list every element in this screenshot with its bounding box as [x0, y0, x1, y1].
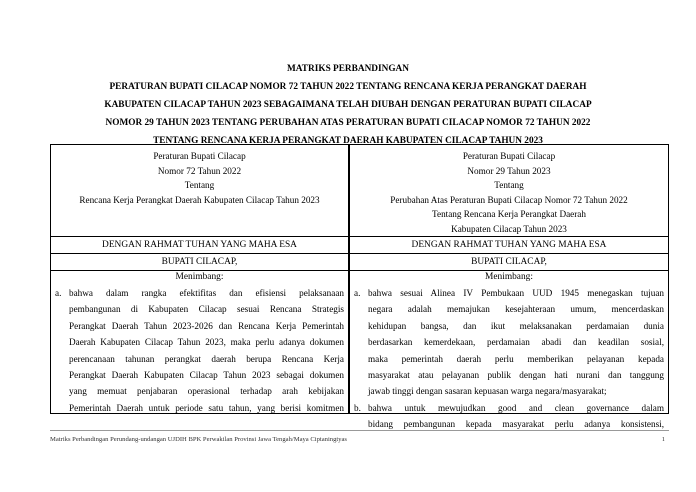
text-line: maka pemerintah daerah perlu memberikan pelayanan kepada: [368, 353, 664, 364]
page-footer: [50, 436, 669, 443]
text-line: bahwa dalam rangka efektifitas dan efisiensi pelaksanaan: [69, 288, 344, 298]
text-line: bahwa untuk mewujudkan good and clean governance dalam: [368, 402, 664, 413]
text-line: masyarakat atau pelayanan publik dengan hati nurani dan tanggung: [368, 370, 664, 381]
bupati-row: BUPATI CILACAP,: [51, 254, 348, 271]
paragraph-text: [69, 285, 344, 416]
text-line: bidang pembangunan kepada masyarakat perlu adanya konsistensi,: [368, 419, 664, 430]
regulation-name: Peraturan Bupati Cilacap: [153, 151, 246, 161]
text-line: Perangkat Daerah Kabupaten Cilacap Tahun 2023 sebagai dokumen: [69, 370, 344, 381]
title-line: PERATURAN BUPATI CILACAP NOMOR 72 TAHUN 2022 TENTANG RENCANA KERJA PERANGKAT DAERAH: [109, 82, 587, 92]
regulation-tentang: Tentang: [494, 180, 524, 190]
text-line: jawab tinggi dengan sasaran kepuasan warga negara/masyarakat;: [368, 386, 607, 397]
comparison-table: [50, 144, 669, 430]
paragraph-label: a.: [354, 288, 361, 298]
text-line: pembangunan di Kabupaten Cilacap sesuai Rencana Strategis: [69, 304, 344, 315]
title-line: KABUPATEN CILACAP TAHUN 2023 SEBAGAIMANA TELAH DIUBAH DENGAN PERATURAN BUPATI CILACAP: [104, 100, 592, 110]
left-column: [51, 145, 348, 413]
title-line: MATRIKS PERBANDINGAN: [287, 64, 409, 74]
regulation-name: Peraturan Bupati Cilacap: [462, 151, 556, 161]
text-line: berdasarkan kemerdekaan, perdamaian abadi dan keadilan sosial,: [368, 337, 664, 348]
text-line: Pemerintah Daerah untuk periode satu tahun, yang berisi komitmen: [69, 402, 344, 413]
text-line: bahwa sesuai Alinea IV Pembukaan UUD 1945 menegaskan tujuan: [368, 288, 664, 298]
text-line: yang memuat penjabaran operasional terhadap arah kebijakan: [69, 386, 344, 397]
footer-rule: [50, 430, 669, 431]
footer-text: Matriks Perbandingan Perundang-undangan UJDIH BPK Perwakilan Provinsi Jawa Tengah/Maya Ciptaningtyas: [50, 436, 348, 443]
paragraph-a: [354, 285, 664, 400]
text-line: Perangkat Daerah Tahun 2023-2026 dan Rencana Kerja Pemerintah: [69, 320, 344, 331]
regulation-subject: Tentang Rencana Kerja Perangkat Daerah: [432, 209, 586, 219]
text-line: negara adalah memajukan kesejahteraan umum, mencerdaskan: [368, 304, 664, 315]
left-regulation-header: [51, 145, 348, 237]
right-column: [350, 145, 668, 430]
rahmat-row: DENGAN RAHMAT TUHAN YANG MAHA ESA: [350, 237, 668, 254]
regulation-subject: Rencana Kerja Perangkat Daerah Kabupaten Cilacap Tahun 2023: [79, 194, 320, 205]
left-menimbang-body: [51, 284, 348, 416]
text-line: Daerah Kabupaten Cilacap Tahun 2023, maka perlu adanya dokumen: [69, 337, 344, 348]
menimbang-label: Menimbang:: [485, 272, 533, 282]
paragraph-label: b.: [354, 402, 361, 413]
right-regulation-header: [350, 145, 668, 237]
bupati-row: BUPATI CILACAP,: [350, 254, 668, 271]
paragraph-text: [368, 285, 664, 400]
regulation-number: Nomor 29 Tahun 2023: [467, 165, 551, 176]
title-line: TENTANG RENCANA KERJA PERANGKAT DAERAH KABUPATEN CILACAP TAHUN 2023: [153, 136, 543, 146]
page-number: 1: [661, 436, 665, 443]
paragraph-text: [368, 400, 664, 433]
right-menimbang-body: [350, 284, 668, 433]
paragraph-label: a.: [55, 288, 62, 298]
text-line: kehidupan bangsa, dan ikut melaksanakan perdamaian dunia: [368, 320, 664, 331]
regulation-tentang: Tentang: [184, 180, 215, 190]
text-line: perencanaan tahunan perangkat daerah berupa Rencana Kerja: [69, 353, 344, 364]
regulation-number: Nomor 72 Tahun 2022: [157, 165, 242, 176]
document-title: [40, 60, 656, 150]
title-line: NOMOR 29 TAHUN 2023 TENTANG PERUBAHAN ATAS PERATURAN BUPATI CILACAP NOMOR 72 TAHUN 2022: [105, 118, 591, 128]
paragraph-a: [55, 285, 344, 416]
paragraph-b: [354, 400, 664, 433]
rahmat-row: DENGAN RAHMAT TUHAN YANG MAHA ESA: [51, 237, 348, 254]
menimbang-label: Menimbang:: [175, 272, 224, 282]
regulation-subject: Kabupaten Cilacap Tahun 2023: [451, 223, 567, 234]
regulation-subject: Perubahan Atas Peraturan Bupati Cilacap Nomor 72 Tahun 2022: [390, 194, 628, 205]
